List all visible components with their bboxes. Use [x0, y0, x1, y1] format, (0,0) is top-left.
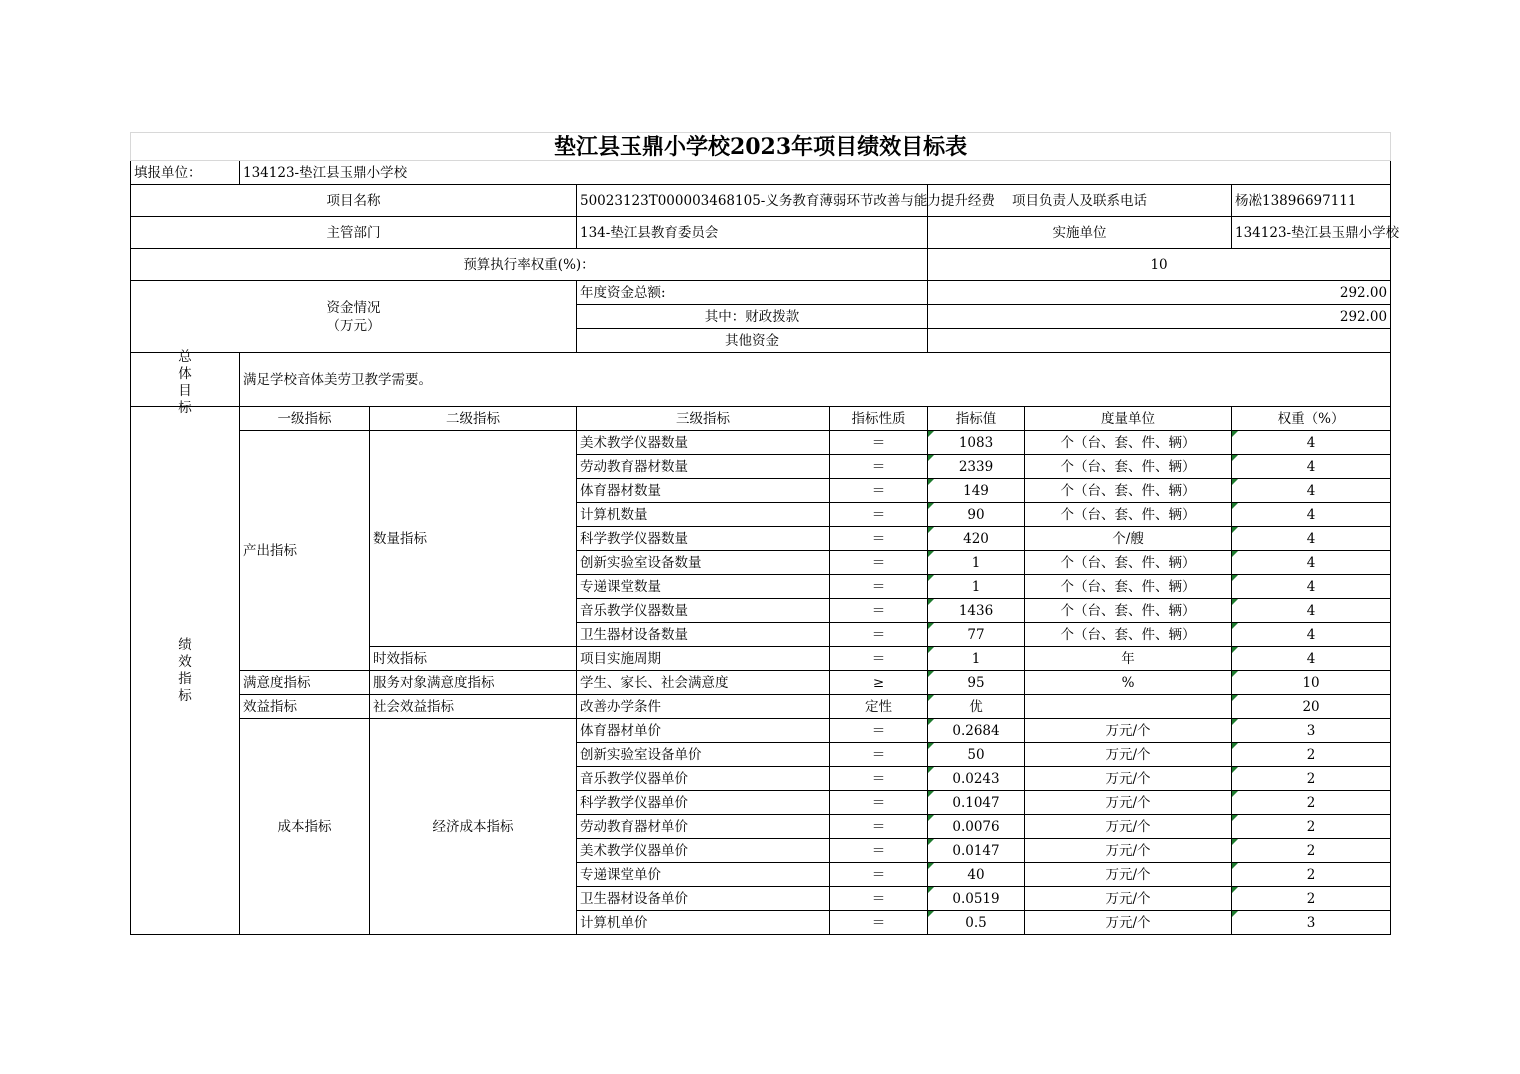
indicator-value[interactable]: 0.0519: [928, 887, 1025, 911]
indicator-operator: ＝: [830, 503, 928, 527]
indicator-unit: 个（台、套、件、辆）: [1025, 599, 1232, 623]
funds-total-label: 年度资金总额:: [577, 281, 928, 305]
indicator-weight[interactable]: 3: [1232, 911, 1391, 935]
indicator-value[interactable]: 149: [928, 479, 1025, 503]
indicator-value[interactable]: 1: [928, 575, 1025, 599]
indicator-value[interactable]: 0.2684: [928, 719, 1025, 743]
indicator-name: 体育器材数量: [577, 479, 830, 503]
indicator-name: 学生、家长、社会满意度: [577, 671, 830, 695]
overall-goal-label: [131, 349, 240, 416]
header-value: 指标值: [928, 407, 1025, 431]
indicator-unit: 万元/个: [1025, 839, 1232, 863]
indicator-weight[interactable]: 4: [1232, 527, 1391, 551]
budget-weight-value[interactable]: 10: [928, 249, 1391, 281]
indicator-name: 劳动教育器材单价: [577, 815, 830, 839]
funds-label: [131, 281, 577, 353]
indicator-unit: 万元/个: [1025, 767, 1232, 791]
indicator-operator: ＝: [830, 551, 928, 575]
impl-unit-label: 实施单位: [928, 217, 1232, 249]
indicator-name: 科学教学仪器单价: [577, 791, 830, 815]
indicator-unit: %: [1025, 671, 1232, 695]
indicator-weight[interactable]: 2: [1232, 791, 1391, 815]
indicator-operator: ＝: [830, 767, 928, 791]
output-indicator-label: 产出指标: [240, 431, 370, 671]
indicator-unit: 万元/个: [1025, 815, 1232, 839]
header-level1: 一级指标: [240, 407, 370, 431]
indicator-name: 专递课堂单价: [577, 863, 830, 887]
indicator-weight[interactable]: 2: [1232, 887, 1391, 911]
indicator-value[interactable]: 95: [928, 671, 1025, 695]
indicator-unit: 个/艘: [1025, 527, 1232, 551]
indicator-unit: 个（台、套、件、辆）: [1025, 455, 1232, 479]
indicator-operator: ＝: [830, 623, 928, 647]
indicator-weight[interactable]: 4: [1232, 455, 1391, 479]
table-row: [131, 719, 1391, 743]
indicator-name: 创新实验室设备单价: [577, 743, 830, 767]
project-name-label: 项目名称: [131, 185, 577, 217]
indicator-value[interactable]: 420: [928, 527, 1025, 551]
indicator-name: 科学教学仪器数量: [577, 527, 830, 551]
indicator-weight[interactable]: 4: [1232, 503, 1391, 527]
indicator-operator: ＝: [830, 647, 928, 671]
funds-label-line1: 资金情况: [326, 299, 381, 316]
indicator-operator: ＝: [830, 575, 928, 599]
indicator-value[interactable]: 1: [928, 647, 1025, 671]
indicator-operator: ＝: [830, 791, 928, 815]
funds-other-value[interactable]: [928, 329, 1391, 353]
indicator-name: 计算机单价: [577, 911, 830, 935]
indicator-name: 项目实施周期: [577, 647, 830, 671]
indicator-weight[interactable]: 4: [1232, 551, 1391, 575]
indicator-value[interactable]: 2339: [928, 455, 1025, 479]
indicator-unit: 个（台、套、件、辆）: [1025, 431, 1232, 455]
dept-value[interactable]: 134-垫江县教育委员会: [577, 217, 928, 249]
indicator-unit: [1025, 695, 1232, 719]
indicator-weight[interactable]: 2: [1232, 839, 1391, 863]
indicator-unit: 年: [1025, 647, 1232, 671]
indicator-unit: 万元/个: [1025, 791, 1232, 815]
indicator-weight[interactable]: 4: [1232, 623, 1391, 647]
indicator-weight[interactable]: 2: [1232, 815, 1391, 839]
dept-label: 主管部门: [131, 217, 577, 249]
indicator-weight[interactable]: 4: [1232, 575, 1391, 599]
indicator-weight[interactable]: 2: [1232, 767, 1391, 791]
indicator-operator: ＝: [830, 887, 928, 911]
indicator-value[interactable]: 40: [928, 863, 1025, 887]
indicator-name: 改善办学条件: [577, 695, 830, 719]
indicator-value[interactable]: 0.5: [928, 911, 1025, 935]
indicator-value[interactable]: 1083: [928, 431, 1025, 455]
funds-fiscal-label: 其中：财政拨款: [577, 305, 928, 329]
sheet-title: 垫江县玉鼎小学校2023年项目绩效目标表: [131, 133, 1391, 161]
timeliness-indicator-label: 时效指标: [370, 647, 577, 671]
table-row: [131, 431, 1391, 455]
indicator-operator: 定性: [830, 695, 928, 719]
indicator-unit: 万元/个: [1025, 911, 1232, 935]
table-row: [131, 671, 1391, 695]
indicator-operator: ＝: [830, 719, 928, 743]
service-satisfaction-label: 服务对象满意度指标: [370, 671, 577, 695]
satisfaction-indicator-label: 满意度指标: [240, 671, 370, 695]
indicator-value[interactable]: 77: [928, 623, 1025, 647]
indicator-weight[interactable]: 2: [1232, 743, 1391, 767]
overall-goal-char: 体: [178, 366, 192, 382]
indicator-name: 计算机数量: [577, 503, 830, 527]
indicator-value[interactable]: 0.0147: [928, 839, 1025, 863]
indicator-unit: 个（台、套、件、辆）: [1025, 551, 1232, 575]
funds-label-line2: （万元）: [326, 317, 381, 334]
funds-total-value[interactable]: 292.00: [928, 281, 1391, 305]
indicator-value[interactable]: 优: [928, 695, 1025, 719]
header-level3: 三级指标: [577, 407, 830, 431]
indicator-weight[interactable]: 4: [1232, 479, 1391, 503]
funds-other-label: 其他资金: [577, 329, 928, 353]
indicator-operator: ＝: [830, 911, 928, 935]
indicator-weight[interactable]: 20: [1232, 695, 1391, 719]
perf-indicator-label: [131, 407, 240, 935]
cost-indicator-label: 成本指标: [240, 719, 370, 935]
indicator-operator: ＝: [830, 479, 928, 503]
indicator-weight[interactable]: 3: [1232, 719, 1391, 743]
header-unit: 度量单位: [1025, 407, 1232, 431]
indicator-operator: ＝: [830, 455, 928, 479]
indicator-weight[interactable]: 2: [1232, 863, 1391, 887]
indicator-value[interactable]: 0.0076: [928, 815, 1025, 839]
indicator-operator: ＝: [830, 431, 928, 455]
benefit-indicator-label: 效益指标: [240, 695, 370, 719]
indicator-unit: 万元/个: [1025, 719, 1232, 743]
perf-indicator-char: 标: [178, 687, 192, 704]
header-level2: 二级指标: [370, 407, 577, 431]
indicator-name: 劳动教育器材数量: [577, 455, 830, 479]
performance-target-sheet: [130, 132, 1400, 935]
indicator-name: 卫生器材设备单价: [577, 887, 830, 911]
indicator-value[interactable]: 1: [928, 551, 1025, 575]
perf-indicator-char: 指: [178, 670, 192, 687]
overall-goal-char: 总: [178, 349, 192, 365]
indicator-unit: 万元/个: [1025, 863, 1232, 887]
fill-unit-value[interactable]: 134123-垫江县玉鼎小学校: [240, 161, 1391, 185]
economic-cost-label: 经济成本指标: [370, 719, 577, 935]
quantity-indicator-label: 数量指标: [370, 431, 577, 647]
indicator-unit: 个（台、套、件、辆）: [1025, 575, 1232, 599]
project-owner-value[interactable]: 杨凇13896697111: [1232, 185, 1391, 217]
indicator-weight[interactable]: 4: [1232, 431, 1391, 455]
indicator-name: 音乐教学仪器单价: [577, 767, 830, 791]
indicator-name: 体育器材单价: [577, 719, 830, 743]
indicator-unit: 万元/个: [1025, 887, 1232, 911]
perf-indicator-char: 效: [178, 653, 192, 670]
table-row: [131, 695, 1391, 719]
fill-unit-label: 填报单位：: [131, 161, 240, 185]
overall-goal-char: 标: [178, 400, 192, 416]
indicator-operator: ≥: [830, 671, 928, 695]
indicator-weight[interactable]: 4: [1232, 647, 1391, 671]
indicator-name: 音乐教学仪器数量: [577, 599, 830, 623]
indicator-operator: ＝: [830, 839, 928, 863]
indicator-weight[interactable]: 4: [1232, 599, 1391, 623]
indicator-operator: ＝: [830, 743, 928, 767]
indicator-weight[interactable]: 10: [1232, 671, 1391, 695]
funds-fiscal-value[interactable]: 292.00: [928, 305, 1391, 329]
social-benefit-label: 社会效益指标: [370, 695, 577, 719]
project-name-value[interactable]: 50023123T000003468105-义务教育薄弱环节改善与能力提升经费: [577, 185, 928, 217]
performance-target-table: [130, 132, 1400, 935]
indicator-operator: ＝: [830, 527, 928, 551]
header-nature: 指标性质: [830, 407, 928, 431]
indicator-operator: ＝: [830, 815, 928, 839]
indicator-unit: 万元/个: [1025, 743, 1232, 767]
indicator-value[interactable]: 50: [928, 743, 1025, 767]
indicator-name: 专递课堂数量: [577, 575, 830, 599]
indicator-value[interactable]: 1436: [928, 599, 1025, 623]
indicator-unit: 个（台、套、件、辆）: [1025, 623, 1232, 647]
project-owner-label: 项目负责人及联系电话: [928, 185, 1232, 217]
indicator-unit: 个（台、套、件、辆）: [1025, 503, 1232, 527]
indicator-value[interactable]: 0.1047: [928, 791, 1025, 815]
indicator-name: 美术教学仪器数量: [577, 431, 830, 455]
overall-goal-char: 目: [178, 383, 192, 399]
indicator-name: 创新实验室设备数量: [577, 551, 830, 575]
indicator-value[interactable]: 90: [928, 503, 1025, 527]
indicator-value[interactable]: 0.0243: [928, 767, 1025, 791]
overall-goal-text[interactable]: 满足学校音体美劳卫教学需要。: [240, 353, 1391, 407]
indicator-operator: ＝: [830, 863, 928, 887]
indicator-unit: 个（台、套、件、辆）: [1025, 479, 1232, 503]
indicator-operator: ＝: [830, 599, 928, 623]
perf-indicator-char: 绩: [178, 636, 192, 653]
impl-unit-value[interactable]: 134123-垫江县玉鼎小学校: [1232, 217, 1391, 249]
indicator-name: 卫生器材设备数量: [577, 623, 830, 647]
indicator-name: 美术教学仪器单价: [577, 839, 830, 863]
budget-weight-label: 预算执行率权重(%)：: [131, 249, 928, 281]
header-weight: 权重（%）: [1232, 407, 1391, 431]
